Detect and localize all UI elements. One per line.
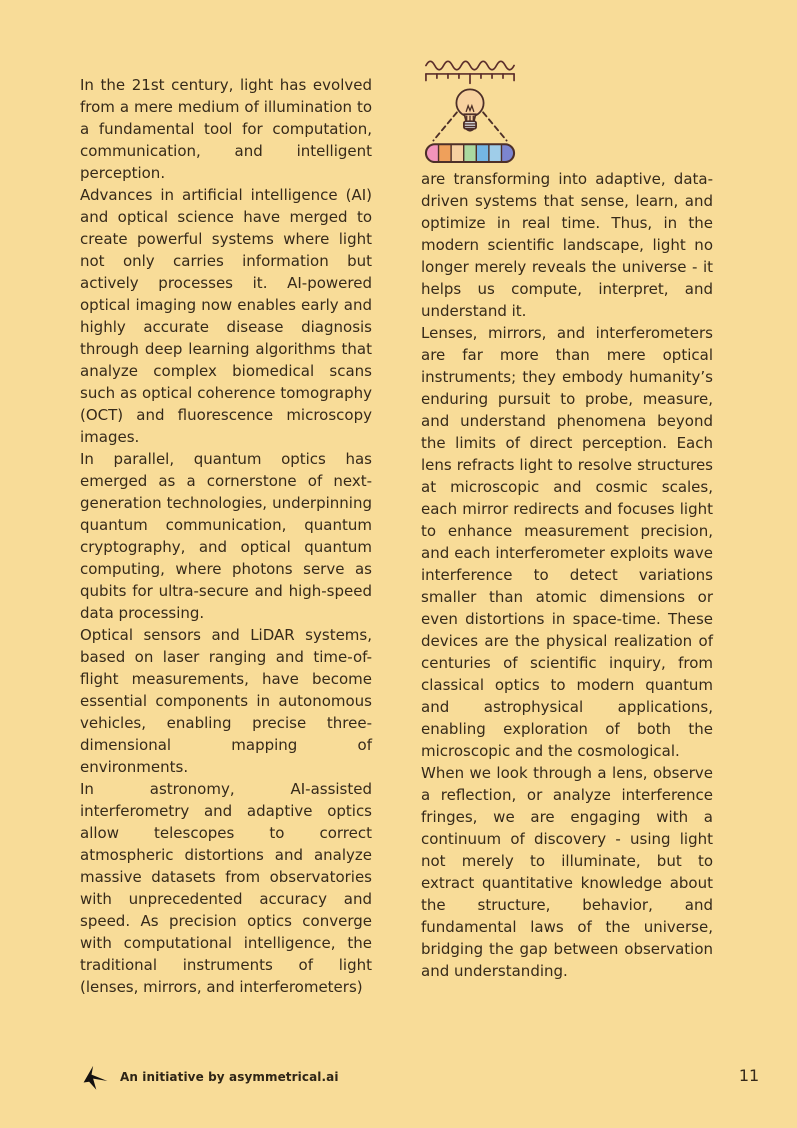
asymmetrical-bird-logo-icon bbox=[82, 1062, 109, 1092]
spectrum-segment bbox=[439, 144, 452, 162]
text-column-left bbox=[80, 74, 372, 998]
paragraph: In parallel, quantum optics has emerged as a cornerstone of next-generation technologies, underpinning quantum communication, quantum cryptography, and optical quantum computing, where photons serve as qubits for ultra-secure and high-speed data processing. bbox=[80, 450, 372, 622]
lightbulb-icon bbox=[456, 89, 483, 130]
paragraph: Advances in artificial intelligence (AI) and optical science have merged to create powerful systems where light not only carries information but actively processes it. AI-powered optical imaging now enables early and highly accurate disease diagnosis through deep learning algorithms that analyze complex biomedical scans such as optical coherence tomography (OCT) and fluorescence microscopy images. bbox=[80, 186, 372, 446]
paragraph: are transforming into adaptive, data-driven systems that sense, learn, and optimize in real time. Thus, in the modern scientific landscape, light no longer merely reveals the universe - it helps us compute, interpret, and understand it. bbox=[421, 170, 713, 320]
spectrum-segment bbox=[476, 144, 489, 162]
paragraph: In astronomy, AI-assisted interferometry and adaptive optics allow telescopes to correct atmospheric distortions and analyze massive datasets from observatories with unprecedented accuracy and speed. As precision optics converge with computational intelligence, the traditional instruments of light (lenses, mirrors, and interferometers) bbox=[80, 780, 372, 996]
text-column-right bbox=[421, 58, 713, 982]
spectrum-segment bbox=[464, 144, 477, 162]
footer bbox=[82, 1062, 339, 1092]
page-number: 11 bbox=[738, 1066, 760, 1085]
paragraph: Lenses, mirrors, and interferometers are far more than mere optical instruments; they embody humanity’s enduring pursuit to probe, measure, and understand phenomena beyond the limits of direct perception. Each lens refracts light to resolve structures at microscopic and cosmic scales, each mirror redirects and focuses light to enhance measurement precision, and each interferometer exploits wave interference to detect variations smaller than atomic dimensions or even distortions in space-time. These devices are the physical realization of centuries of scientific inquiry, from classical optics to modern quantum and astrophysical applications, enabling exploration of both the microscopic and the cosmological. bbox=[421, 324, 713, 760]
spectrum-bar-icon bbox=[426, 144, 514, 162]
paragraph: In the 21st century, light has evolved from a mere medium of illumination to a fundamental tool for computation, communication, and intelligent perception. bbox=[80, 76, 372, 182]
footer-credit-text: An initiative by asymmetrical.ai bbox=[120, 1070, 339, 1084]
wave-icon bbox=[426, 61, 514, 69]
paragraph: Optical sensors and LiDAR systems, based on laser ranging and time-of-flight measurements, have become essential components in autonomous vehicles, enabling precise three-dimensional mapping of environments. bbox=[80, 626, 372, 776]
paragraph: When we look through a lens, observe a reflection, or analyze interference fringes, we are engaging with a continuum of discovery - using light not merely to illuminate, but to extract quantitative knowledge about the structure, behavior, and fundamental laws of the universe, bridging the gap between observation and understanding. bbox=[421, 764, 713, 980]
spectrum-segment bbox=[489, 144, 502, 162]
spectrum-segment bbox=[451, 144, 464, 162]
wavelength-lightbulb-spectrum-illustration bbox=[423, 58, 517, 163]
ruler-icon bbox=[426, 74, 514, 83]
